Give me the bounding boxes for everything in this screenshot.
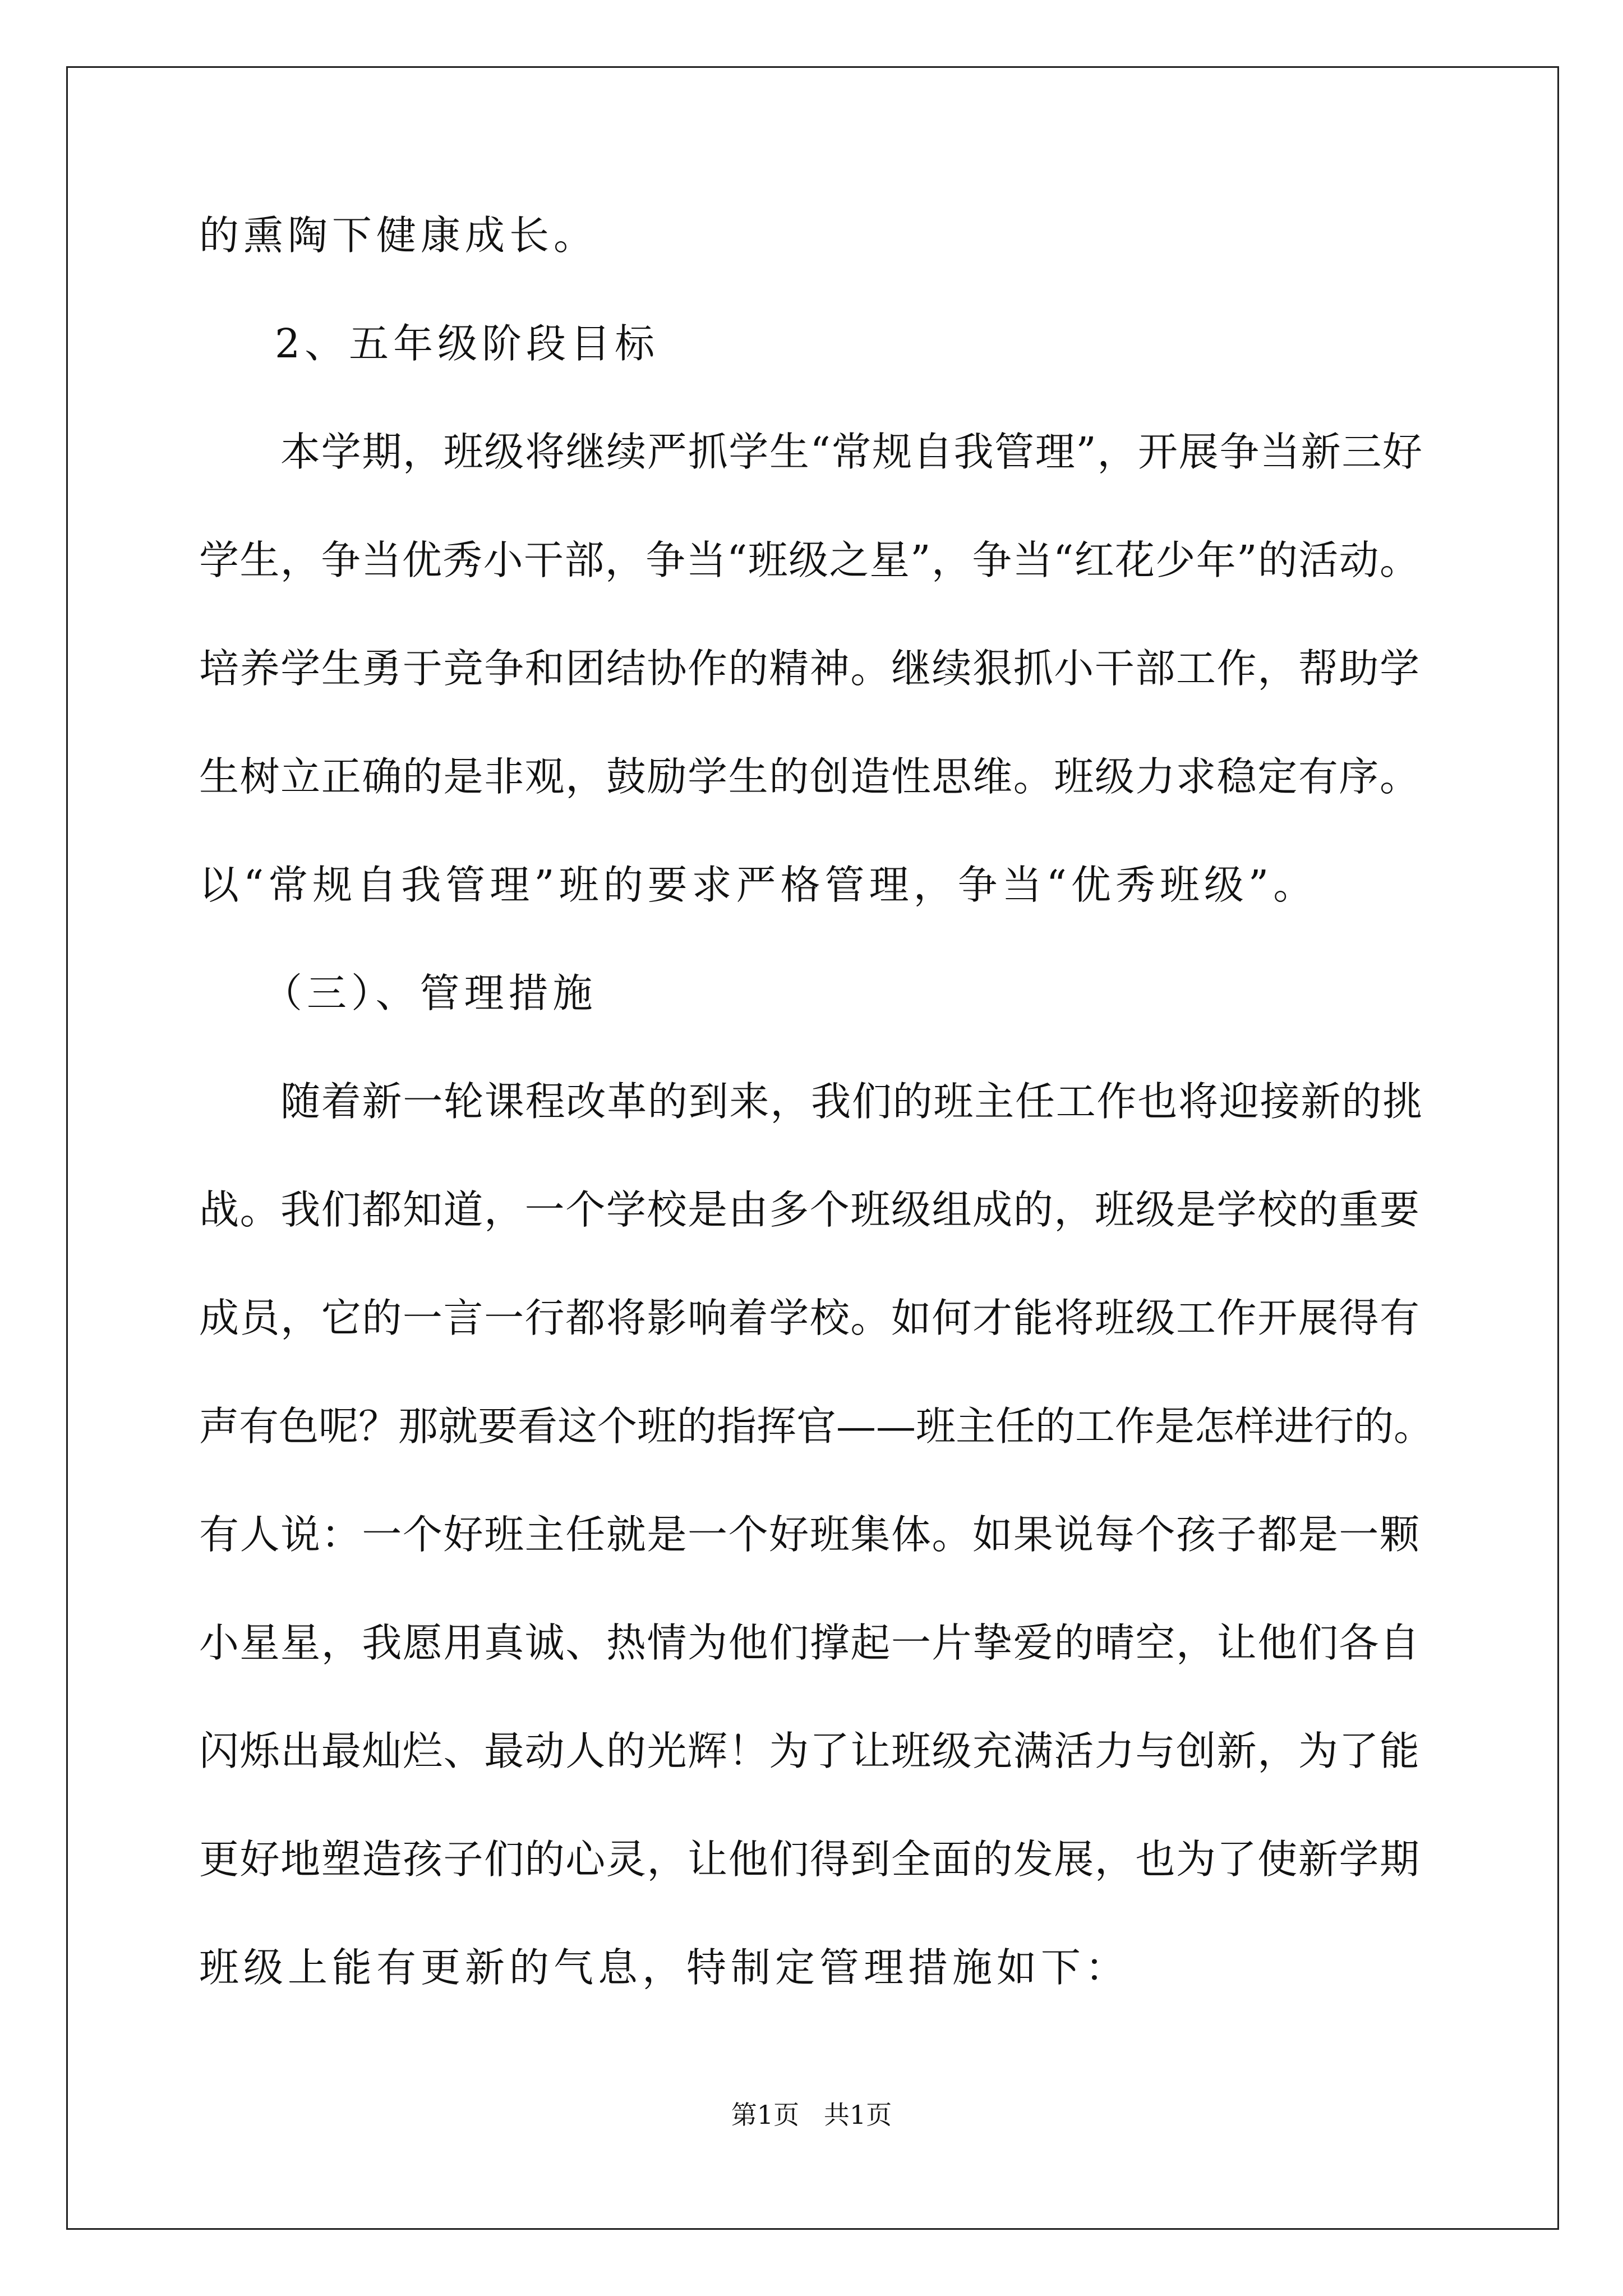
page-border: [66, 66, 1559, 2230]
text-line: 有人说：一个好班主任就是一个好班集体。如果说每个孩子都是一颗: [199, 1511, 1419, 1558]
text-line: 本学期，班级将继续严抓学生“常规自我管理”，开展争当新三好: [280, 429, 1422, 475]
text-line: 以“常规自我管理”班的要求严格管理，争当“优秀班级”。: [199, 862, 1318, 908]
text-line: 生树立正确的是非观，鼓励学生的创造性思维。班级力求稳定有序。: [199, 753, 1419, 800]
text-line: 更好地塑造孩子们的心灵，让他们得到全面的发展，也为了使新学期: [199, 1836, 1419, 1883]
text-line: 学生，争当优秀小干部，争当“班级之星”，争当“红花少年”的活动。: [199, 537, 1419, 583]
text-line: 的熏陶下健康成长。: [199, 212, 598, 259]
section-heading: 2、五年级阶段目标: [275, 320, 660, 367]
text-line: 战。我们都知道，一个学校是由多个班级组成的，班级是学校的重要: [199, 1186, 1419, 1233]
section-heading: （三）、管理措施: [262, 970, 597, 1016]
text-line: 闪烁出最灿烂、最动人的光辉！为了让班级充满活力与创新，为了能: [199, 1728, 1419, 1774]
page-footer: 第1页 共1页: [731, 2100, 892, 2130]
text-line: 培养学生勇于竞争和团结协作的精神。继续狠抓小干部工作，帮助学: [199, 645, 1419, 692]
text-line: 随着新一轮课程改革的到来，我们的班主任工作也将迎接新的挑: [280, 1078, 1422, 1125]
text-line: 声有色呢？那就要看这个班的指挥官——班主任的工作是怎样进行的。: [199, 1403, 1434, 1450]
text-line: 班级上能有更新的气息，特制定管理措施如下：: [199, 1944, 1130, 1991]
text-line: 成员，它的一言一行都将影响着学校。如何才能将班级工作开展得有: [199, 1295, 1419, 1341]
text-line: 小星星，我愿用真诚、热情为他们撑起一片挚爱的晴空，让他们各自: [199, 1619, 1419, 1666]
